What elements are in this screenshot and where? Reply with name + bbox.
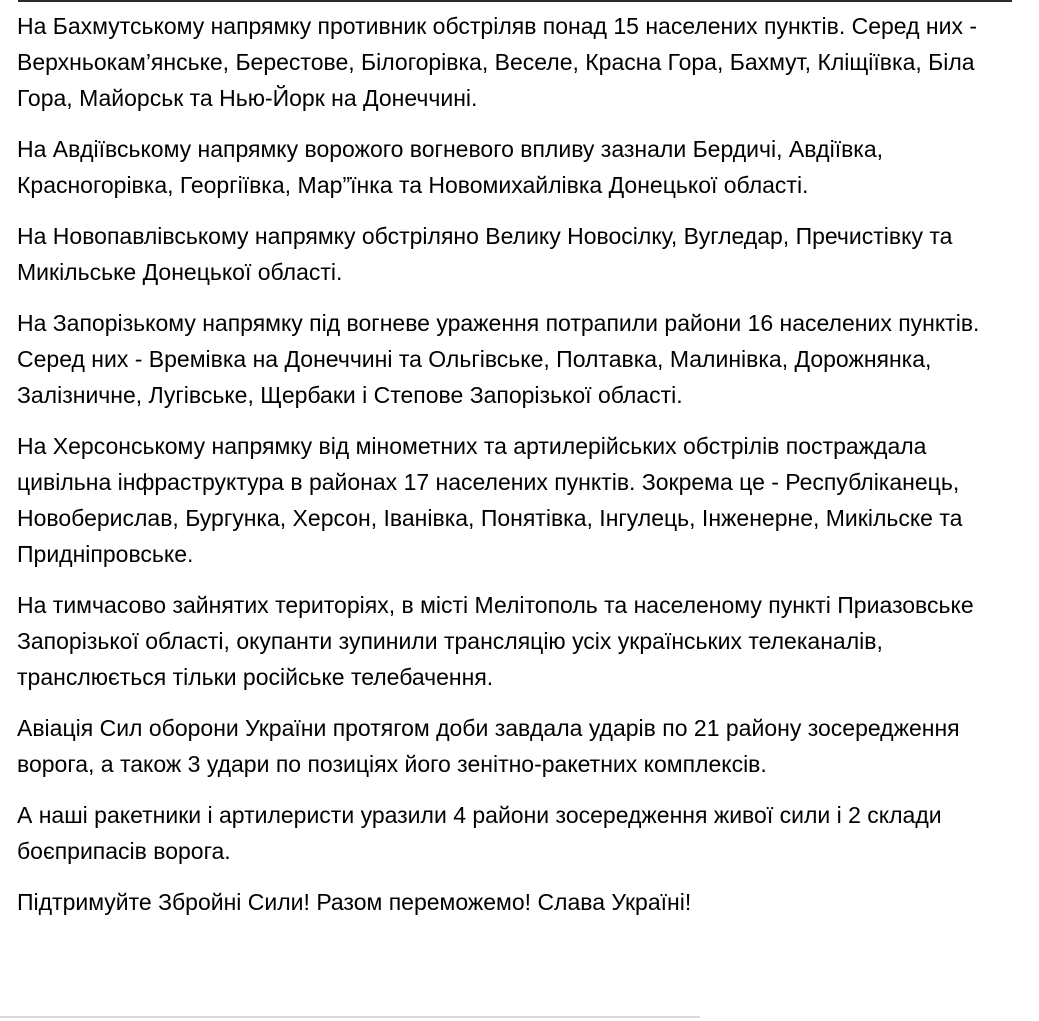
paragraph-zaporizhzhia: На Запорізькому напрямку під вогневе ураження потрапили райони 16 населених пунктів. Серед них - Времівка на Донеччині та Ольгівське, Полтавка, Малинівка, Дорожнянка, Залізничне, Лугівське, Щербаки і Степове Запорізької області. [17, 310, 993, 408]
bottom-cutoff-line [0, 1016, 700, 1018]
paragraph-novopavlivka: На Новопавлівському напрямку обстріляно Велику Новосілку, Вугледар, Пречистівку та Микільське Донецької області. [17, 223, 959, 285]
paragraph-kherson: На Херсонському напрямку від мінометних та артилерійських обстрілів постраждала цивільна інфраструктура в районах 17 населених пунктів. Зокрема це - Республіканець, Новоберислав, Бургунка, Херсон, Іванівка, Понятівка, Інгулець, Інженерне, Микільске та Придніпровське. [17, 433, 969, 567]
paragraph-artillery-strikes: А наші ракетники і артилеристи уразили 4 райони зосередження живої сили і 2 склади боєприпасів ворога. [17, 802, 948, 864]
paragraph-aviation-strikes: Авіація Сил оборони України протягом доби завдала ударів по 21 району зосередження ворога, а також 3 удари по позиціях його зенітно-ракетних комплексів. [17, 715, 966, 777]
paragraph-slogan: Підтримуйте Збройні Сили! Разом переможемо! Слава Україні! [17, 889, 692, 915]
paragraph-avdiivka: На Авдіївському напрямку ворожого вогневого впливу зазнали Бердичі, Авдіївка, Красногорівка, Георгіївка, Мар”їнка та Новомихайлівка Донецької області. [17, 136, 890, 198]
paragraph-bakhmut: На Бахмутському напрямку противник обстріляв понад 15 населених пунктів. Серед них - Верхньокам’янське, Берестове, Білогорівка, Веселе, Красна Гора, Бахмут, Кліщіївка, Біла Гора, Майорськ та Нью-Йорк на Донеччині. [17, 13, 984, 111]
top-cutoff-line [18, 0, 1012, 2]
paragraph-occupied-territories: На тимчасово зайнятих територіях, в місті Мелітополь та населеному пункті Приазовське Запорізької області, окупанти зупинили трансляцію усіх українських телеканалів, транслюється тільки російське телебачення. [17, 592, 981, 690]
